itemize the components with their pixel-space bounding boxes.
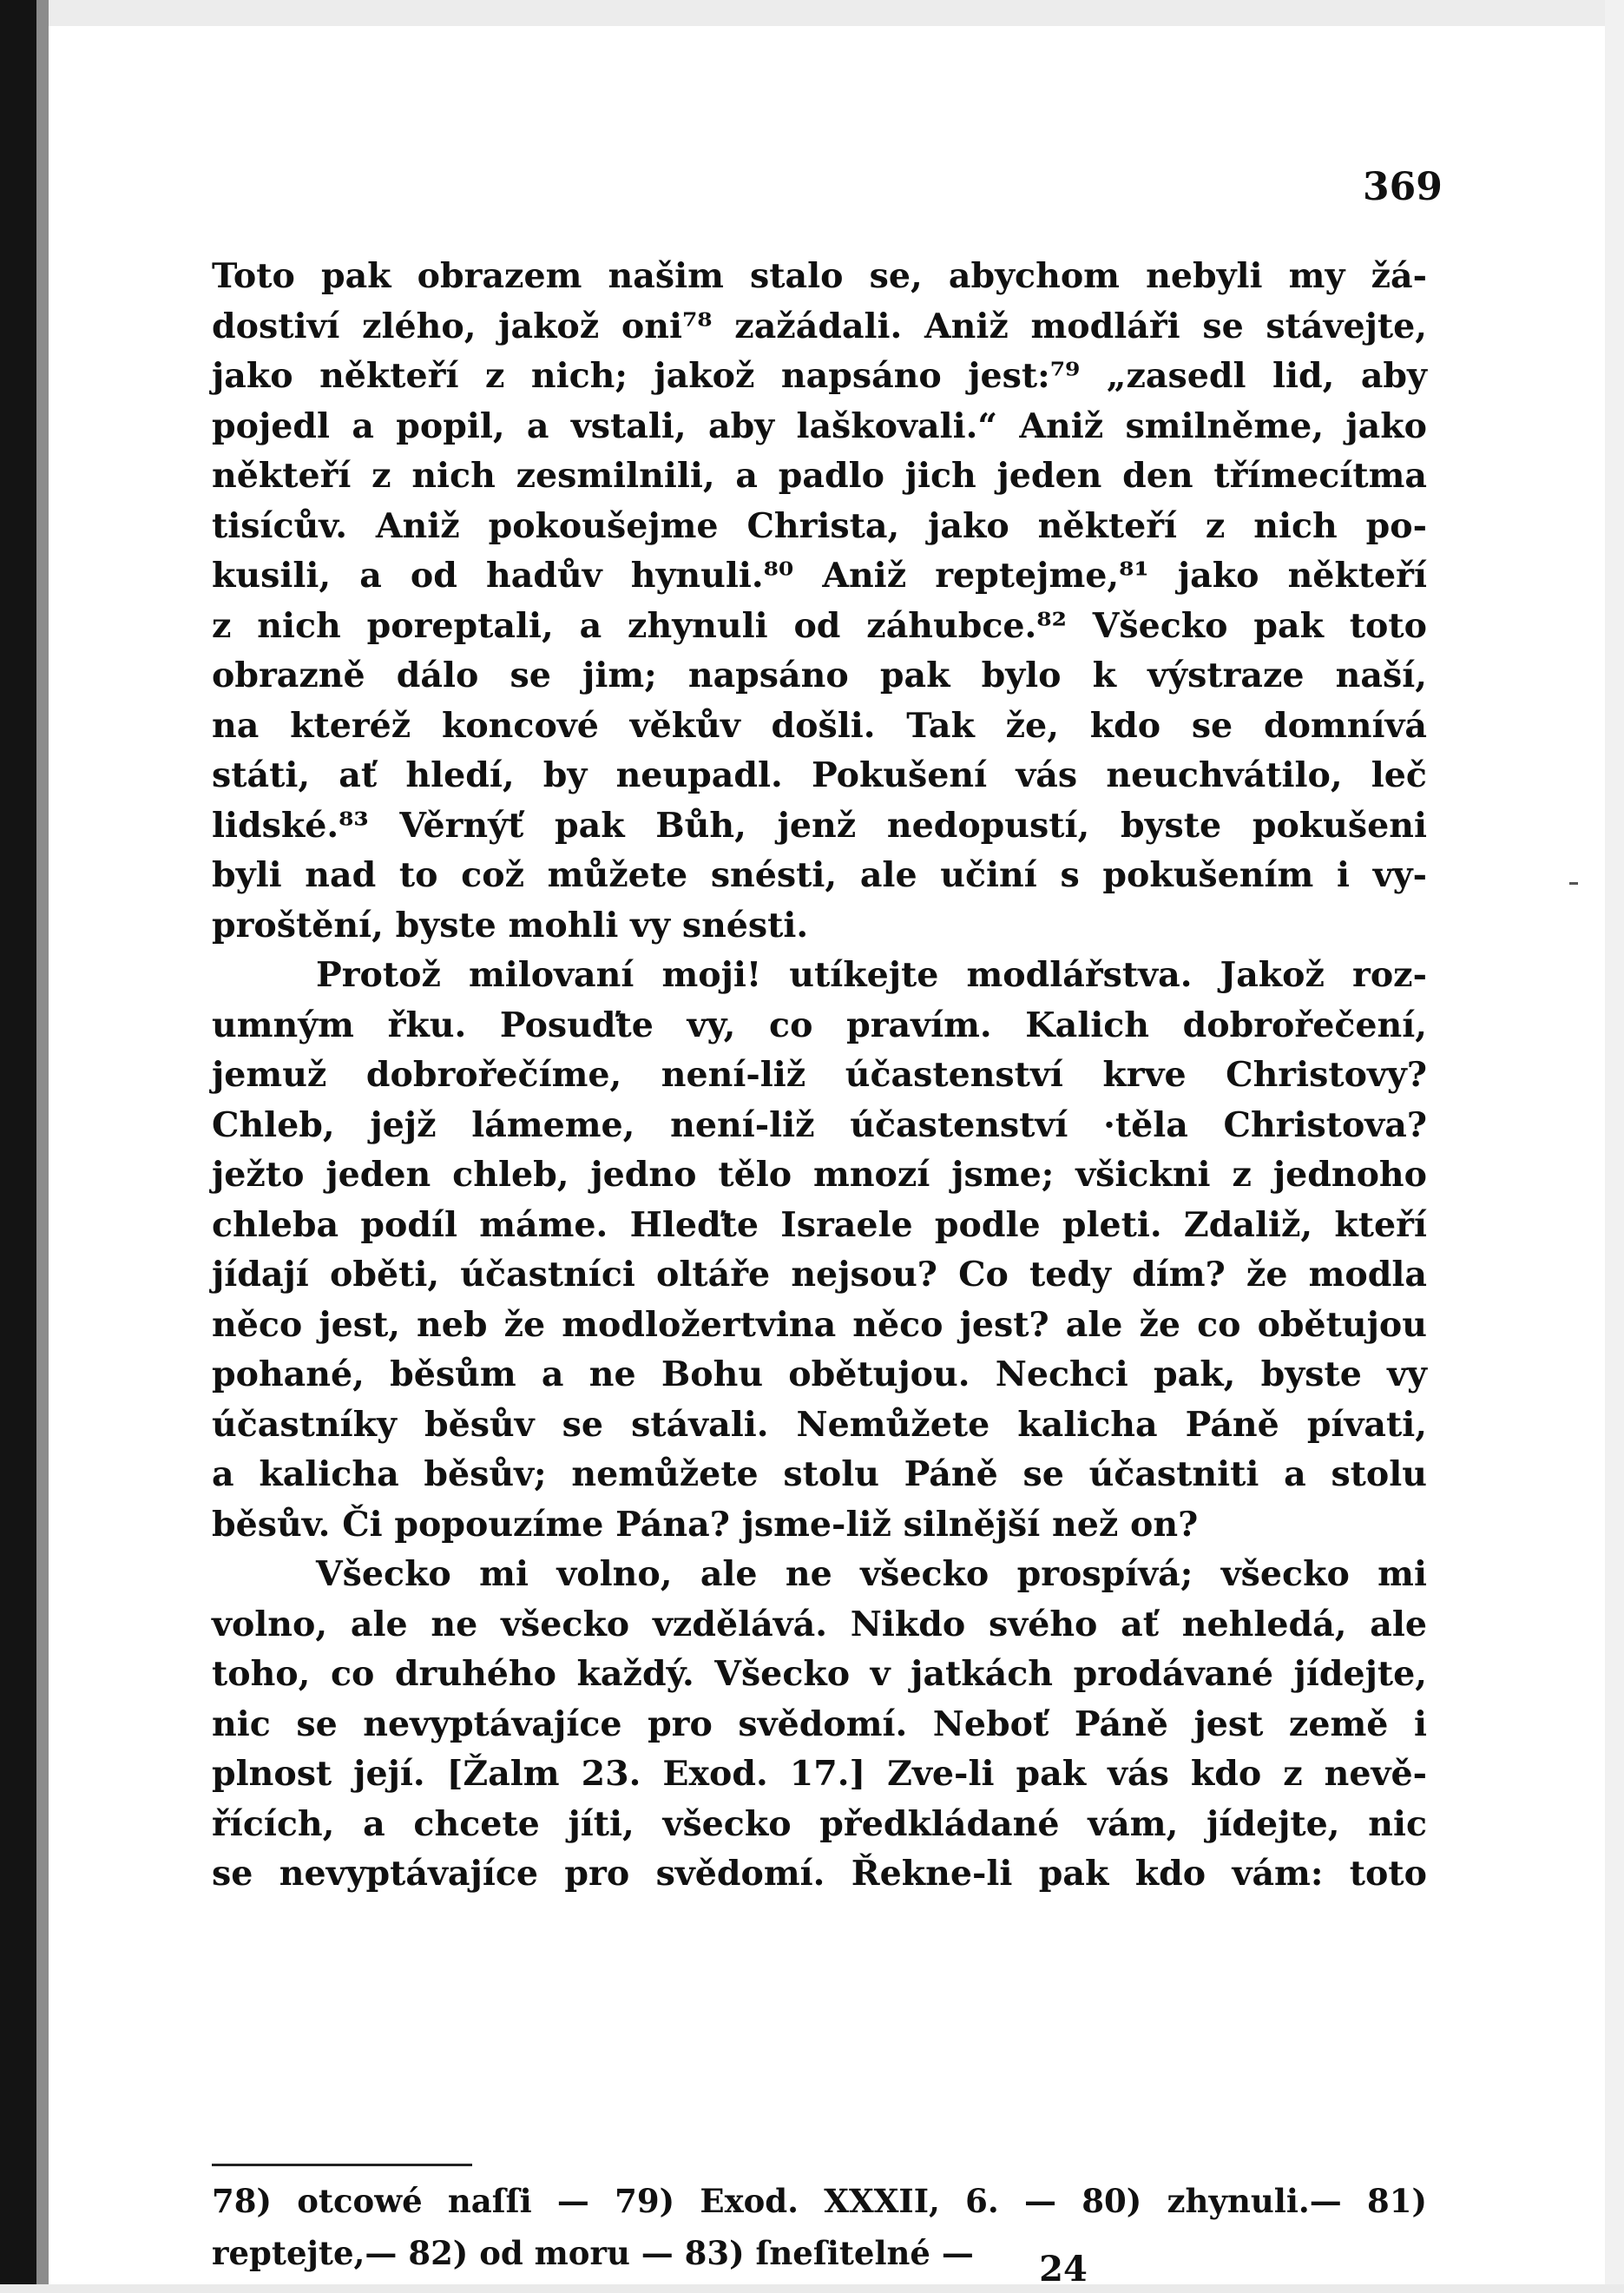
scan-edge-bottom [0, 2284, 1624, 2293]
text-line: pojedl a popil, a vstali, aby laškovali.“ Aniž smilněme, jako [212, 405, 1427, 446]
text-line: byli nad to což můžete snésti, ale učiní s pokušením i vy- [212, 855, 1427, 895]
text-line: někteří z nich zesmilnili, a padlo jich jeden den třímecítma [212, 456, 1427, 496]
paragraph-start-line: Protož milovaní moji! utíkejte modlářstva. Jakož roz- [316, 955, 1427, 995]
footnote-line: reptejte,— 82) od moru — 83) ſneſitelné — [212, 2234, 974, 2272]
text-line: proštění, byste mohli vy snésti. [212, 905, 809, 946]
text-line: umným řku. Posuďte vy, co pravím. Kalich dobrořečení, [212, 1005, 1427, 1045]
text-line: se nevyptávajíce pro svědomí. Řekne-li pak kdo vám: toto [212, 1854, 1427, 1894]
scan-edge-top [0, 0, 1624, 26]
text-line: pohané, běsům a ne Bohu obětujou. Nechci pak, byste vy [212, 1354, 1427, 1394]
scan-edge-right [1605, 0, 1624, 2293]
text-line: ježto jeden chleb, jedno tělo mnozí jsme; všickni z jednoho [212, 1155, 1427, 1195]
text-line: běsův. Či popouzíme Pána? jsme-liž silnější než on? [212, 1504, 1199, 1545]
paragraph-start-line: Všecko mi volno, ale ne všecko prospívá; všecko mi [316, 1554, 1427, 1594]
footnote-line: 78) otcowé naſſi — 79) Exod. XXXII, 6. — 80) zhynuli.— 81) [212, 2182, 1427, 2220]
body-text [212, 252, 1427, 1900]
text-line: jídají oběti, účastníci oltáře nejsou? Co tedy dím? že modla [212, 1255, 1427, 1295]
text-line: dostiví zlého, jakož oni⁷⁸ zažádali. Aniž modláři se stávejte, [212, 306, 1427, 346]
text-line: Toto pak obrazem našim stalo se, abychom nebyli my žá- [212, 256, 1427, 296]
footnotes [212, 2175, 1427, 2279]
text-line: obrazně dálo se jim; napsáno pak bylo k výstraze naší, [212, 656, 1427, 695]
text-line: jemuž dobrořečíme, není-liž účastenství krve Christovy? [212, 1055, 1427, 1095]
text-line: kusili, a od hadův hynuli.⁸⁰ Aniž reptejme,⁸¹ jako někteří [212, 556, 1427, 596]
text-line: a kalicha běsův; nemůžete stolu Páně se účastniti a stolu [212, 1454, 1427, 1494]
footnote-separator [212, 2164, 472, 2166]
text-line: volno, ale ne všecko vzdělává. Nikdo svého ať nehledá, ale [212, 1604, 1427, 1644]
text-line: lidské.⁸³ Věrnýť pak Bůh, jenž nedopustí, byste pokušeni [212, 805, 1427, 846]
text-line: z nich poreptali, a zhynuli od záhubce.⁸² Všecko pak toto [212, 605, 1427, 646]
text-line: tisícův. Aniž pokoušejme Christa, jako někteří z nich po- [212, 505, 1427, 546]
margin-dash [1569, 882, 1578, 885]
text-line: jako někteří z nich; jakož napsáno jest:⁷⁹ „zasedl lid, aby [212, 356, 1427, 396]
signature-mark: 24 [1039, 2249, 1088, 2290]
scan-edge-left [0, 0, 36, 2293]
text-line: řících, a chcete jíti, všecko předkládané vám, jídejte, nic [212, 1803, 1427, 1844]
text-line: státi, ať hledí, by neupadl. Pokušení vás neuchvátilo, leč [212, 755, 1427, 795]
text-line: plnost její. [Žalm 23. Exod. 17.] Zve-li pak vás kdo z nevě- [212, 1754, 1427, 1794]
text-line: na kteréž koncové věkův došli. Tak že, kdo se domnívá [212, 705, 1427, 746]
text-line: účastníky běsův se stávali. Nemůžete kalicha Páně pívati, [212, 1404, 1427, 1445]
text-line: chleba podíl máme. Hleďte Israele podle pleti. Zdaliž, kteří [212, 1204, 1427, 1245]
text-line: něco jest, neb že modložertvina něco jest? ale že co obětujou [212, 1304, 1427, 1345]
text-line: nic se nevyptávajíce pro svědomí. Neboť Páně jest země i [212, 1703, 1427, 1744]
text-line: Chleb, jejž lámeme, není-liž účastenství ·těla Christova? [212, 1104, 1427, 1145]
scan-edge-left-shadow [36, 0, 49, 2293]
page-number: 369 [1363, 165, 1443, 209]
text-line: toho, co druhého každý. Všecko v jatkách prodávané jídejte, [212, 1654, 1427, 1694]
